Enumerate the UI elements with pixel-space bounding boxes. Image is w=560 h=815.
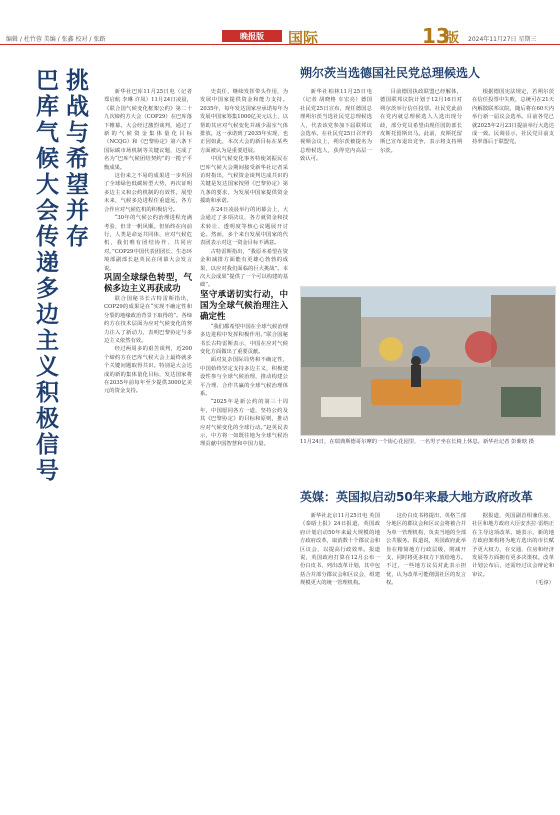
editors-line: 编辑 / 杜竹蓉 美编 / 张鑫 校对 / 张路	[6, 36, 106, 43]
paragraph: 面对复杂国际局势和不确定性，中国始终坚定支持多边主义，积极建设性参与全球气候治理，推动构建公平合理、合作共赢的全球气候治理体系。	[200, 357, 288, 397]
paragraph: 中国气候变化事务特使刘振民在巴库气候大会期间接受新华社记者采访时指出，气候资金谈判达成共识的关键是发达国家按照《巴黎协定》第九条的要求，为发展中国家提供资金援助和承诺。	[200, 156, 288, 205]
main-headline-line2: 巴库气候大会传递多边主义积极信号	[32, 68, 59, 484]
page-number: 13	[422, 24, 450, 48]
paragraph: 新华社柏林11月25日电（记者 胡晓格 车宏亮）德国社民党25日宣布，现任德国总理朔尔茨当选社民党总理候选人，代表该党参加下届联邦议会选举。在社民党25日召开的视频会议上，朔尔茨被提名为总理候选人，获得党内高层一致认可。	[300, 89, 372, 163]
main-headline	[32, 68, 92, 798]
page-number-suffix: 版	[446, 31, 460, 46]
paragraph: 新华社巴库11月25日电（记者 郑启航 李琳 许凤）11月24日凌晨，《联合国气候变化框架公约》第二十九次缔约方大会（COP29）在巴库落下帷幕。大会经过激烈谈判，通过了新的气候资金集体量化目标（NCQG）和《巴黎协定》第六条下国际碳市场机制等关键议题，达成了名为“巴库气候团结契约”的一揽子平衡成果。	[104, 89, 192, 171]
subheading: 巩固全球绿色转型，气候多边主义再获成功	[104, 272, 192, 294]
paragraph: “我们都希望中国在全球气候治理多边进程中发挥积极作用。”联合国秘书长古特雷斯表示，中国在应对气候变化方面做出了重要贡献。	[200, 323, 288, 355]
story1-column-1	[300, 88, 372, 280]
story2-column-2	[386, 512, 466, 802]
paragraph: 这份来之不易的成果进一步巩固了全球绿色低碳转型大势，再次证明多边主义和公约机制的有效性。展望未来，气候多边进程任重道远，各方合作应对气候危机的积极信号。	[104, 173, 192, 213]
paragraph: 经过两周多的艰苦谈判，近200个缔约方在巴库气候大会上最终就多个关键问题取得共识。特别是大会达成的新的集体量化目标，发达国家将在2035年前每年至少提供3000亿美元的资金支持。	[104, 346, 192, 395]
section-title: 国际	[288, 29, 319, 47]
main-article-column-2	[200, 88, 288, 800]
issue-date: 2024年11月27日 星期三	[468, 36, 537, 43]
story2-column-3	[472, 512, 554, 802]
story1-column-2	[380, 88, 462, 280]
story1-headline: 朔尔茨当选德国社民党总理候选人	[300, 66, 481, 80]
paragraph: “2025年是新公约的第三十周年，中国愿同各方一道，坚持公约及其《巴黎协定》的目标和原则，推动应对气候变化的全球行动。”赵英民表示，中方将一如既往地为全球气候治理贡献中国智慧和中国力量。	[200, 399, 288, 448]
paragraph: 史责任，继续发挥带头作用，为发展中国家提供资金和能力支持。2035年，每年发达国家应承诺每年为发展中国家筹集1000亿美元以上，以帮助其应对气候变化并减少温室气体排放。这一承诺到了2035年实现，也正因如此，本次大会的新目标在某些方面被认为是重要进展。	[200, 89, 288, 154]
paragraph: 目前德国执政联盟已经解体，德国联邦议院计划于12月16日对朔尔茨举行信任投票。社民党此前在党内就总理候选人人选出现分歧，部分党员希望由现任国防部长皮斯托留斯出马。此前，皮斯托留斯已宣布退出竞争，表示将支持朔尔茨。	[380, 89, 462, 154]
story2-headline: 英媒：英国拟启动50年来最大地方政府改革	[300, 490, 533, 504]
paragraph: “30年的气候公约治理进程充满考验，但非一帆风顺。但始终在向前行，人类是命运共同体，应对气候危机，我们唯有团结协作、共同应对。”COP29中国代表团团长、生态环境部副部长赵英民在闭幕大会发言说。	[104, 215, 192, 272]
paragraph: 在24日凌晨举行的闭幕会上，大会通过了多项决议，各方就资金和技术转让、透明度等核心议题展开讨论。然而，多个来自发展中国家的代表团表示对这一资金目标不满意。	[200, 206, 288, 247]
main-headline-line1: 挑战与希望并存	[62, 68, 89, 250]
street-scene-illustration	[301, 287, 555, 435]
news-photo	[300, 286, 556, 436]
newspaper-logo: 晚报版	[222, 30, 282, 42]
byline: （毛淳）	[532, 580, 554, 587]
paragraph: 这份白皮书将提出，英格兰部分地区的郡议会和区议会将被合并为单一管理机构，负责当地的全部公共服务。报道说，英国政府此举旨在精简地方行政层级，削减开支，同时将更多权力下放给地方。不过，一些地方议员对此表示担忧，认为改革可能削弱社区的发言权。	[386, 513, 466, 587]
paragraph: 据报道，英国副首相兼住房、社区和地方政府大臣安杰拉·雷纳正在主导这项改革。她表示，新的地方政府架构将为地方选出的市长赋予更大权力，在交通、住房和经济发展等方面拥有更多决策权。改革计划公布后，还需经过议会辩论和审议。	[472, 513, 554, 578]
paragraph: 根据德国宪法规定，若朔尔茨在信任投票中失败，总统可在21天内解散联邦议院，随后将在60天内举行新一届议会选举。目前各党已就2025年2月23日提前举行大选达成一致。民调显示，社民党目前支持率落后于联盟党。	[472, 89, 554, 146]
paragraph: 古特雷斯指出，“我原本希望在资金和减排方面能有更雄心勃勃的成果，以应对我们面临的巨大挑战”。本次大会成果“提供了一个可以构建的基础”。	[200, 248, 288, 289]
paragraph: 新华社北京11月25日电 英国《泰晤士报》24日报道，英国政府计划启动50年来最大规模的地方政府改革，取消数十个郡议会和区议会，以提高行政效率。报道说，英国政府打算在12月公布一份白皮书，列出改革计划，其中包括合并部分郡议会和区议会，组建规模更大的统一管理机构。	[300, 513, 380, 587]
story1-column-3	[472, 88, 554, 280]
paragraph: 联合国秘书长古特雷斯指出，COP29的成果是在“实现不确定性和分裂的地缘政治背景下取得的”。各缔约方在技术层面为应对气候变化的努力注入了新动力，表明巴黎协定与多边主义依然有效。	[104, 295, 192, 344]
photo-caption: 11月24日，在瑞典斯德哥尔摩的一个街心花园里，一名男子坐在长椅上休息。新华社记者 彭紫晗 摄	[300, 439, 535, 445]
main-article-column-1	[104, 88, 192, 800]
subheading: 坚守承诺切实行动，中国为全球气候治理注入确定性	[200, 289, 288, 322]
story2-column-1	[300, 512, 380, 802]
